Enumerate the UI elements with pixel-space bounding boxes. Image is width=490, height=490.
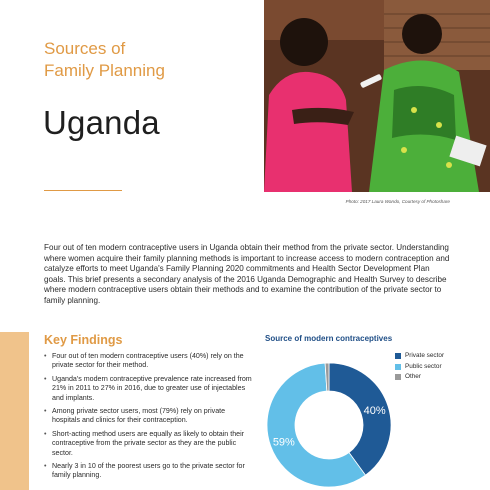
header-subtitle bbox=[44, 38, 165, 82]
key-findings-list bbox=[44, 352, 254, 485]
chart-legend bbox=[395, 352, 444, 384]
list-item: • Uganda's modern contraceptive prevalence rate increased from 21% in 2011 to 27% in 2016, due to greater use of injectables and implants. bbox=[44, 375, 254, 403]
header-subtitle-line1: Sources of bbox=[44, 39, 126, 58]
key-findings-accent-bar bbox=[0, 332, 29, 490]
data-label: 59% bbox=[272, 436, 295, 449]
legend-label: Private sector bbox=[405, 352, 445, 359]
donut-chart bbox=[262, 350, 490, 490]
legend-entry bbox=[395, 373, 444, 381]
intro-paragraph: Four out of ten modern contraceptive users in Uganda obtain their method from the private sector. Understanding where women acquire their family planning methods is important to increase access to modern contraception and catalyze efforts to meet Uganda's Family Planning 2020 commitments and Health Sector Development Plan goals. This brief presents a secondary analysis of the 2016 Uganda Demographic and Health Survey to describe where modern contraceptive users obtain their methods and to examine the contribution of the private sector to family planning. bbox=[44, 243, 450, 306]
photo-illustration bbox=[264, 0, 490, 192]
legend-entry bbox=[395, 363, 444, 371]
legend-swatch bbox=[395, 353, 401, 359]
legend-label: Other bbox=[405, 373, 421, 380]
legend-swatch bbox=[395, 364, 401, 370]
list-item: • Among private sector users, most (79%) rely on private hospitals and clinics for their contraception. bbox=[44, 407, 254, 426]
key-findings-title: Key Findings bbox=[44, 333, 123, 347]
chart-title: Source of modern contraceptives bbox=[265, 334, 393, 343]
legend-label: Public sector bbox=[405, 362, 442, 370]
cover-photo bbox=[264, 0, 490, 192]
title-divider bbox=[44, 190, 122, 191]
list-item: • Four out of ten modern contraceptive users (40%) rely on the private sector for their method. bbox=[44, 352, 254, 371]
photo-credit: Photo: 2017 Laura Wando, Courtesy of Photoshare bbox=[345, 199, 450, 204]
page-title: Uganda bbox=[43, 104, 160, 141]
legend-swatch bbox=[395, 374, 401, 380]
header-subtitle-line2: Family Planning bbox=[44, 61, 165, 80]
legend-entry bbox=[395, 352, 444, 360]
list-item: • Nearly 3 in 10 of the poorest users go to the private sector for family planning. bbox=[44, 462, 254, 481]
data-label: 40% bbox=[363, 405, 386, 418]
list-item: • Short-acting method users are equally as likely to obtain their contraceptive from the private sector as they are the public sector. bbox=[44, 430, 254, 458]
